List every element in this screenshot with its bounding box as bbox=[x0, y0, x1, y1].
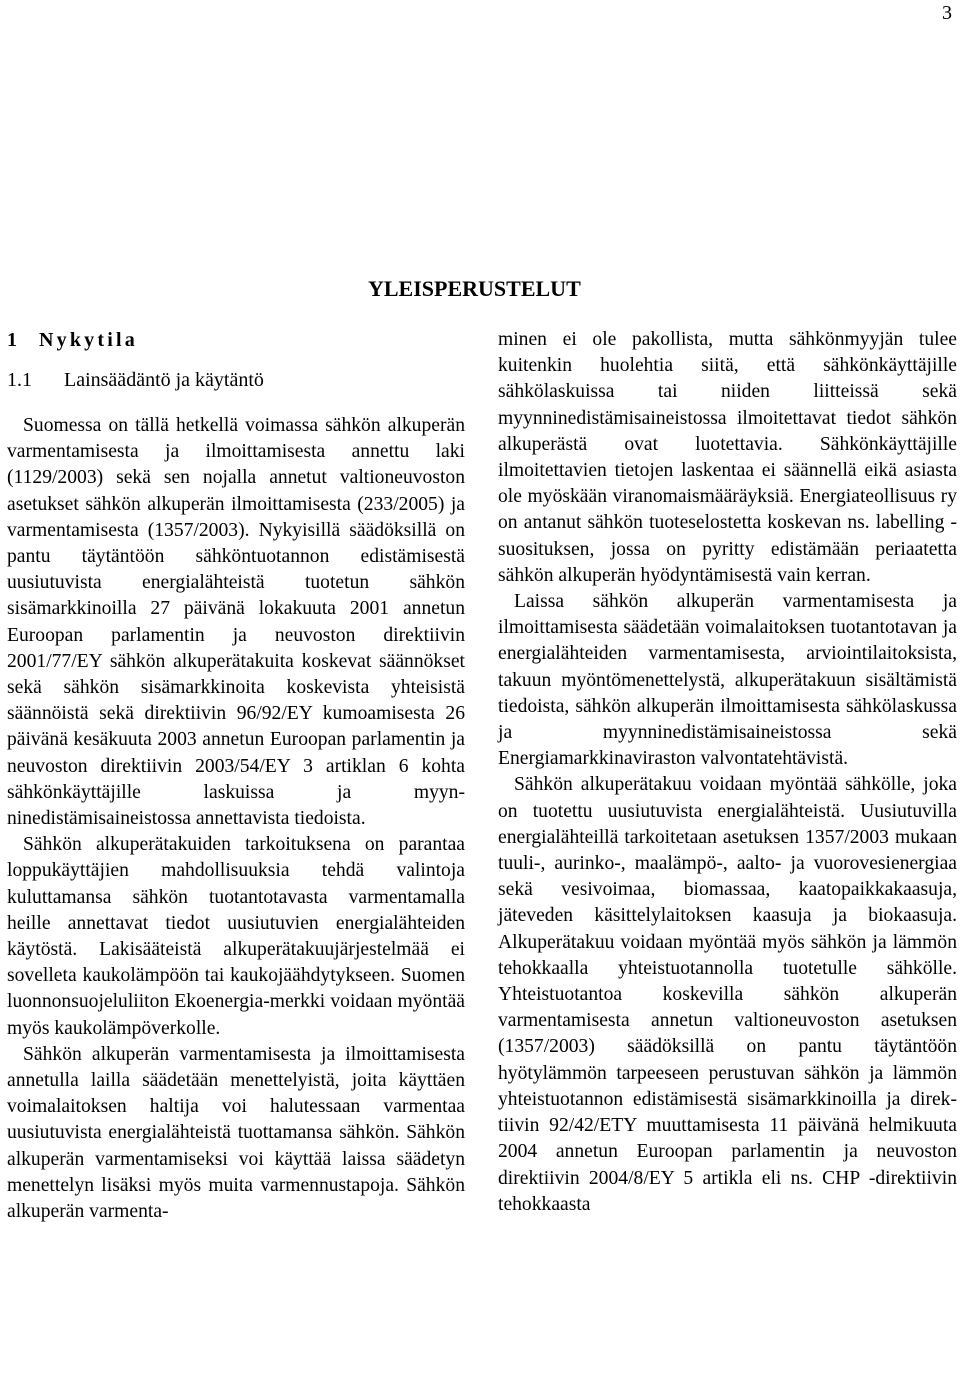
subsection-number: 1.1 bbox=[7, 369, 32, 391]
paragraph: Laissa sähkön alkuperän varmentamisesta ja ilmoittamisesta säädetään voimalaitoksen tuotantotavan ja energialähteiden varmentamisesta, arviointilaitoksista, takuun myöntömenettelystä, alkuperätakuun sisältämistä tiedoista, sähkön alkuperän ilmoittamisesta sähkölaskussa ja myynninedistämisaineistossa sekä Energiamarkkinaviraston valvontatehtävistä. bbox=[498, 591, 957, 770]
page-number: 3 bbox=[942, 2, 952, 24]
section-heading bbox=[7, 327, 465, 353]
paragraph: minen ei ole pakollista, mutta sähkönmyyjän tulee kuitenkin huolehtia siitä, että sähkönkäyttäjille sähkölaskuissa tai niiden liitteissä sekä myynninedistämisaineistossa ilmoitettavat tiedot sähkön alkuperästä ovat luotettavia. Sähkönkäyttäjille ilmoitettavien tietojen laskentaa ei säännellä eikä asiasta ole myöskään viranomaismääräyksiä. Energiateollisuus ry on antanut sähkön tuoteselostetta koskevan ns. labelling -suosituksen, jossa on pyritty edistämään periaatetta sähkön alkuperän hyödyntämisestä vain kerran. bbox=[498, 329, 957, 586]
section-number: 1 bbox=[7, 329, 17, 351]
paragraph: Sähkön alkuperän varmentamisesta ja ilmoittamisesta annetulla lailla säädetään menettelyistä, joita käyttäen voimalaitoksen haltija voi halutessaan varmentaa uusiutuvista energialähteistä tuottamansa sähkön. Sähkön alkuperän varmentamiseksi voi käyttää laissa säädetyn menettelyn lisäksi myös muita varmennustapoja. Sähkön alkuperän varmenta- bbox=[7, 1043, 465, 1223]
document-title: YLEISPERUSTELUT bbox=[368, 276, 581, 301]
right-column bbox=[498, 327, 957, 1218]
subsection-title: Lainsäädäntö ja käytäntö bbox=[64, 369, 264, 391]
paragraph: Sähkön alkuperätakuu voidaan myöntää sähkölle, joka on tuotettu uusiutuvista energialähteistä. Uusiutuvilla energialähteillä tarkoitetaan asetuksen 1357/2003 mukaan tuuli-, aurinko-, maalämpö-, aalto- ja vuorovesienergiaa sekä vesivoimaa, biomassaa, kaatopaikkakaasuja, jäteveden käsittelylaitoksen kaasuja ja biokaasuja. Alkuperätakuu voidaan myöntää myös sähkön ja lämmön tehokkaalla yhteistuotannolla tuotetulle sähkölle. Yhteistuotantoa koskevilla sähkön alkuperän varmentamisesta annetun valtioneuvoston asetuksen (1357/2003) säädöksillä on pantu täytäntöön hyötylämmön tarpeeseen perustuvan sähkön ja lämmön yhteistuotannon edistämisestä sisämarkkinoilla ja direktiivin 92/42/ETY muuttamisesta 11 päivänä helmikuuta 2004 annetun Euroopan parlamentin ja neuvoston direktiivin 2004/8/EY 5 artikla eli ns. CHP -direktiivin tehokkaasta bbox=[498, 774, 957, 1215]
paragraph: Suomessa on tällä hetkellä voimassa sähkön alkuperän varmentamisesta ja ilmoittamisesta annettu laki (1129/2003) sekä sen nojalla annetut valtioneuvoston asetukset sähkön alkuperän ilmoittamisesta (233/2005) ja varmentamisesta (1357/2003). Nykyisillä säädöksillä on pantu täytäntöön sähköntuotannon edistämisestä uusiutuvista energialähteistä tuotetun sähkön sisämarkkinoilla 27 päivänä lokakuuta 2001 annetun Euroopan parlamentin ja neuvoston direktiivin 2001/77/EY sähkön alkuperätakuita koskevat säännökset sekä sähkön sisämarkkinoita koskevista yhteisistä säännöistä sekä direktiivin 96/92/EY kumoamisesta 26 päivänä kesäkuuta 2003 annetun Euroopan parlamentin ja neuvoston direktiivin 2003/54/EY 3 artiklan 6 kohta sähkönkäyttäjille laskuissa ja myynninedistämisaineistossa annettavista tiedoista. bbox=[7, 415, 465, 830]
paragraph: Sähkön alkuperätakuiden tarkoituksena on parantaa loppukäyttäjien mahdollisuuksia tehdä valintoja kuluttamansa sähkön tuotantotavasta varmentamalla heille annettavat tiedot uusiutuvien energialähteiden käytöstä. Lakisääteistä alkuperätakuujärjestelmää ei sovelleta kaukolämpöön tai kaukojäähdytykseen. Suomen luonnonsuojeluliiton Ekoenergia-merkki voidaan myöntää myös kaukolämpöverkolle. bbox=[7, 834, 465, 1039]
left-column bbox=[7, 327, 465, 1225]
subsection-heading bbox=[7, 367, 465, 393]
section-title: Nykytila bbox=[39, 329, 138, 351]
